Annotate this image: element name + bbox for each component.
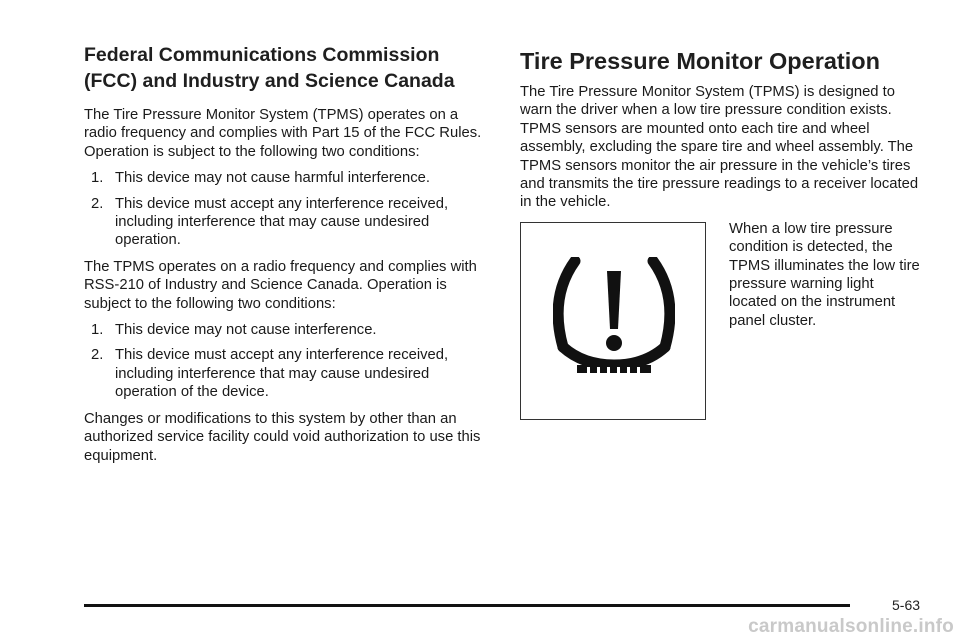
canada-conditions-list (84, 321, 486, 402)
closing-paragraph: Changes or modifications to this system by other than an authorized service facility could void authorization to use this equipment. (84, 410, 481, 464)
warning-light-block (520, 220, 924, 430)
warning-light-frame (520, 222, 706, 420)
footer-rule (84, 604, 850, 607)
list-item: 1. This device may not cause interference. (91, 322, 377, 339)
fcc-section-title: Federal Communications Commission (FCC) and Industry and Science Canada (84, 44, 455, 92)
list-item: 2. This device must accept any interference received, including interference that may cause undesired operation. (91, 195, 449, 249)
page-number: 5-63 (892, 597, 921, 613)
low-tire-pressure-warning-icon (553, 257, 675, 381)
fcc-intro-paragraph: The Tire Pressure Monitor System (TPMS) operates on a radio frequency and complies with Part 15 of the FCC Rules. Operation is subject to the following two conditions: (84, 107, 482, 160)
fcc-conditions-list (84, 169, 486, 250)
list-item: 2. This device must accept any interference received, including interference that may cause undesired operation of the device. (91, 347, 449, 401)
left-column (84, 42, 486, 473)
tpms-section-title: Tire Pressure Monitor Operation (520, 48, 880, 74)
tpms-body-paragraph: The Tire Pressure Monitor System (TPMS) is designed to warn the driver when a low tire pressure condition exists. TPMS sensors are mounted onto each tire and wheel assembly, excluding the spare tire and wheel assembly. The TPMS sensors monitor the air pressure in the vehicle’s tires and transmits the tire pressure readings to a receiver located in the vehicle. (520, 84, 919, 211)
right-column (520, 42, 924, 430)
warning-light-description: When a low tire pressure condition is detected, the TPMS illuminates the low tire pressure warning light located on the instrument panel cluster. (729, 220, 920, 329)
canada-paragraph: The TPMS operates on a radio frequency and complies with RSS-210 of Industry and Science Canada. Operation is subject to the following two conditions: (84, 258, 477, 312)
list-item: 1. This device may not cause harmful interference. (91, 170, 430, 187)
watermark: carmanualsonline.info (748, 616, 954, 637)
